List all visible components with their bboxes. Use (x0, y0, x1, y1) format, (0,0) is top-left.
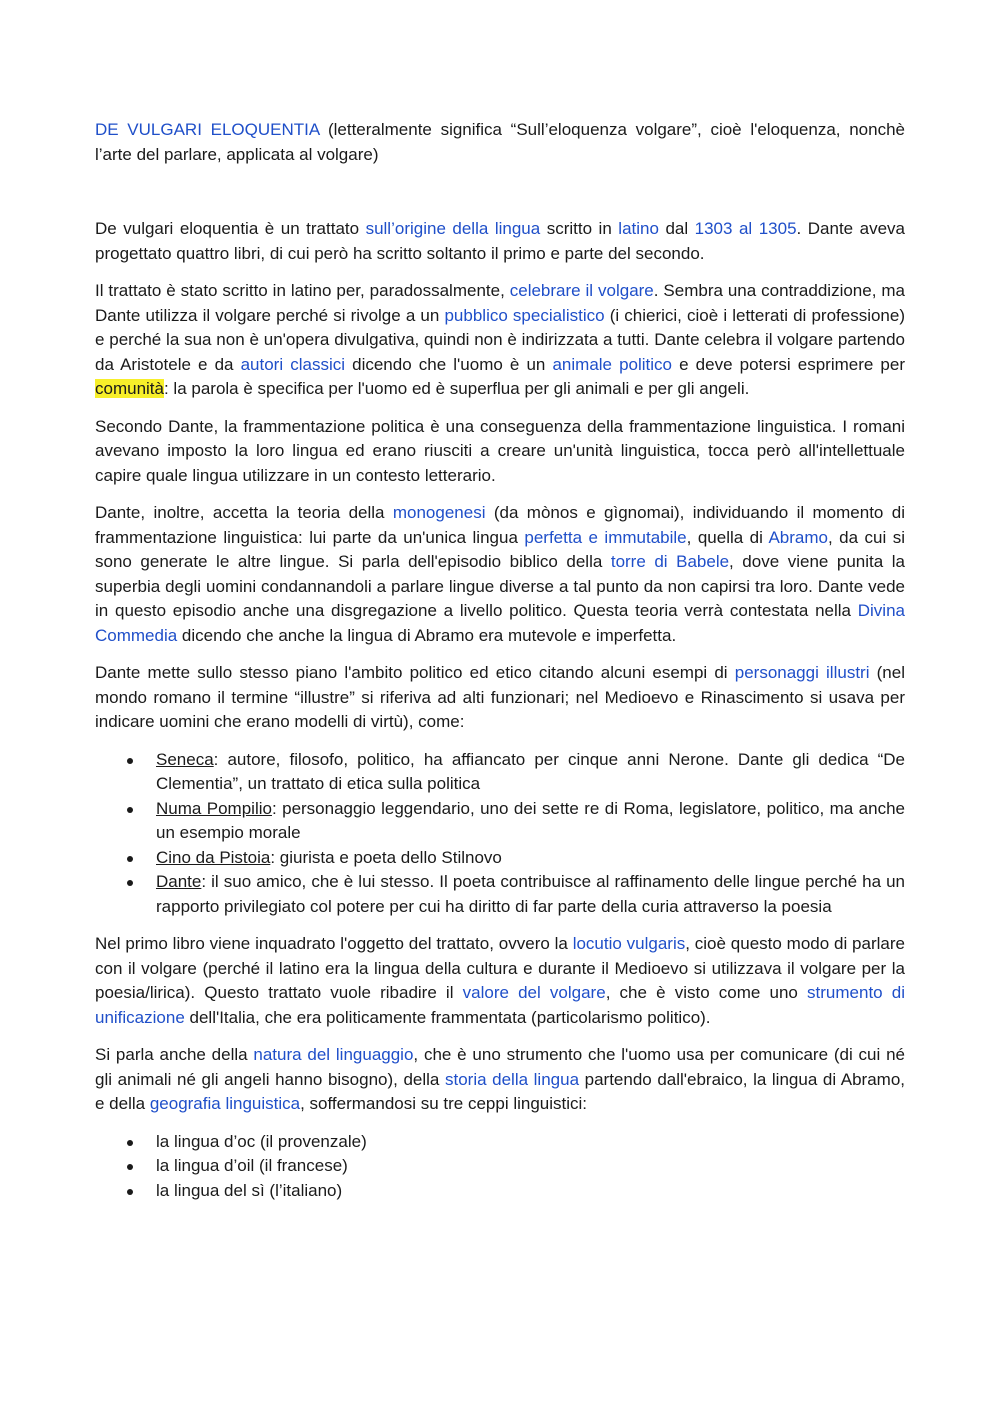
keyword: locutio vulgaris (572, 934, 686, 953)
paragraph-primo-libro (95, 932, 905, 1030)
keyword: autori classici (240, 354, 346, 374)
text: e deve potersi esprimere per (672, 354, 906, 374)
keyword: natura del linguaggio (253, 1045, 414, 1064)
list-item (156, 870, 905, 919)
text: , che è uno strumento che l'uomo usa per comunicare (di cui né gli animali né gli angeli hanno bisogno), della (95, 1045, 905, 1089)
list-item: la lingua d’oil (il francese) (156, 1154, 905, 1179)
text: (da mònos e gìgnomai), individuando il momento di frammentazione linguistica: lui parte da un'unica lingua (95, 503, 905, 547)
title-description: (letteralmente significa “Sull’eloquenza volgare”, cioè l'eloquenza, nonchè l’arte del parlare, applicata al volgare) (95, 120, 905, 164)
keyword: 1303 al 1305 (694, 219, 797, 238)
keyword: strumento di unificazione (95, 983, 905, 1027)
text: Dante mette sullo stesso piano l'ambito politico ed etico citando alcuni esempi di (95, 663, 735, 682)
text: dell'Italia, che era politicamente frammentata (particolarismo politico). (184, 1007, 711, 1027)
text: . Sembra una contraddizione, ma Dante utilizza il volgare perché si rivolge a un (95, 281, 905, 325)
keyword: pubblico specialistico (444, 305, 605, 325)
text: , da cui si sono generate le altre lingue. Si parla dell'episodio biblico della (95, 527, 906, 571)
text: . Dante aveva progettato quattro libri, di cui però ha scritto soltanto il primo e parte del secondo. (95, 219, 905, 263)
list-item: la lingua del sì (l’italiano) (156, 1179, 905, 1204)
keyword: perfetta e immutabile (524, 527, 687, 547)
text: : il suo amico, che è lui stesso. Il poeta contribuisce al raffinamento delle lingue perché ha un rapporto privilegiato col potere per cui ha diritto di far parte della curia attraverso la poesia (156, 872, 905, 916)
text: , soffermandosi su tre ceppi linguistici: (300, 1094, 588, 1113)
text: : la parola è specifica per l'uomo ed è superflua per gli animali e per gli angeli. (163, 379, 750, 398)
paragraph-intro (95, 217, 905, 266)
list-personaggi (95, 748, 905, 920)
text: Dante, inoltre, accetta la teoria della (95, 503, 393, 522)
keyword: Divina Commedia (95, 601, 905, 645)
paragraph-personaggi (95, 661, 905, 735)
document-title: DE VULGARI ELOQUENTIA (95, 120, 320, 139)
text: De vulgari eloquentia è un trattato (95, 219, 366, 238)
keyword: animale politico (552, 354, 673, 374)
text: , cioè questo modo di parlare con il volgare (perché il latino era la lingua della cultura e durante il Medioevo si utilizzava il volgare per la poesia/lirica). Questo trattato vuole ribadire il (95, 934, 905, 1002)
text: dal (658, 219, 695, 238)
text: Si parla anche della (95, 1045, 254, 1064)
text: (nel mondo romano il termine “illustre” si riferiva ad alti funzionari; nel Medioevo e Rinascimento si usava per indicare uomini che erano modelli di virtù), come: (95, 663, 905, 731)
text: : personaggio leggendario, uno dei sette re di Roma, legislatore, politico, ma anche un esempio morale (156, 798, 905, 842)
text: , che è visto come uno (605, 983, 808, 1002)
paragraph-latino (95, 279, 905, 402)
text: Nel primo libro viene inquadrato l'oggetto del trattato, ovvero la (95, 934, 573, 953)
list-ceppi-linguistici (95, 1130, 905, 1204)
person-name: Dante (156, 872, 202, 891)
text: : giurista e poeta dello Stilnovo (270, 847, 502, 867)
keyword: personaggi illustri (734, 663, 870, 682)
keyword: latino (618, 219, 659, 238)
paragraph-monogenesi (95, 501, 905, 648)
keyword: torre di Babele (610, 552, 730, 571)
text: , quella di (686, 527, 769, 547)
text: scritto in (540, 219, 619, 238)
highlighted-word: comunità (95, 379, 164, 398)
title-paragraph (95, 118, 905, 167)
keyword: Abramo (768, 527, 828, 547)
text: , dove viene punita la superbia degli uomini condannandoli a parlare lingue diverse a tal punto da non capirsi tra loro. Dante vede in questo episodio anche una disgregazione a livello politico. Questa teoria verrà contestata nella (95, 552, 905, 620)
text: Il trattato è stato scritto in latino per, paradossalmente, (95, 281, 510, 300)
text: (i chierici, cioè i letterati di professione) e perché la sua non è un'opera divulgativa, quindi non è indirizzata a tutti. Dante celebra il volgare partendo da Aristotele e da (95, 305, 906, 374)
keyword: geografia linguistica (149, 1094, 301, 1113)
list-item (156, 797, 905, 846)
keyword: monogenesi (392, 503, 486, 522)
paragraph-frammentazione: Secondo Dante, la frammentazione politica è una conseguenza della frammentazione linguistica. I romani avevano imposto la loro lingua ed erano riusciti a creare un'unità linguistica, tocca però all'intellettuale capire quale lingua utilizzare in un contesto letterario. (95, 416, 905, 485)
text: partendo dall'ebraico, la lingua di Abramo, e della (95, 1069, 905, 1113)
document-page (95, 118, 905, 1216)
person-name: Seneca (156, 749, 214, 769)
person-name: Numa Pompilio (156, 798, 272, 818)
list-item (156, 846, 905, 871)
person-name: Cino da Pistoia (156, 847, 271, 867)
keyword: sull’origine della lingua (365, 219, 541, 238)
keyword: valore del volgare (462, 983, 606, 1002)
keyword: celebrare il volgare (509, 281, 654, 300)
list-item (156, 748, 905, 797)
text: dicendo che anche la lingua di Abramo era mutevole e imperfetta. (177, 625, 677, 645)
list-item: la lingua d’oc (il provenzale) (156, 1130, 905, 1155)
keyword: storia della lingua (444, 1069, 580, 1089)
paragraph-natura-linguaggio (95, 1043, 905, 1117)
text: dicendo che l'uomo è un (345, 354, 553, 374)
text: : autore, filosofo, politico, ha affiancato per cinque anni Nerone. Dante gli dedica “De Clementia”, un trattato di etica sulla politica (156, 749, 905, 793)
